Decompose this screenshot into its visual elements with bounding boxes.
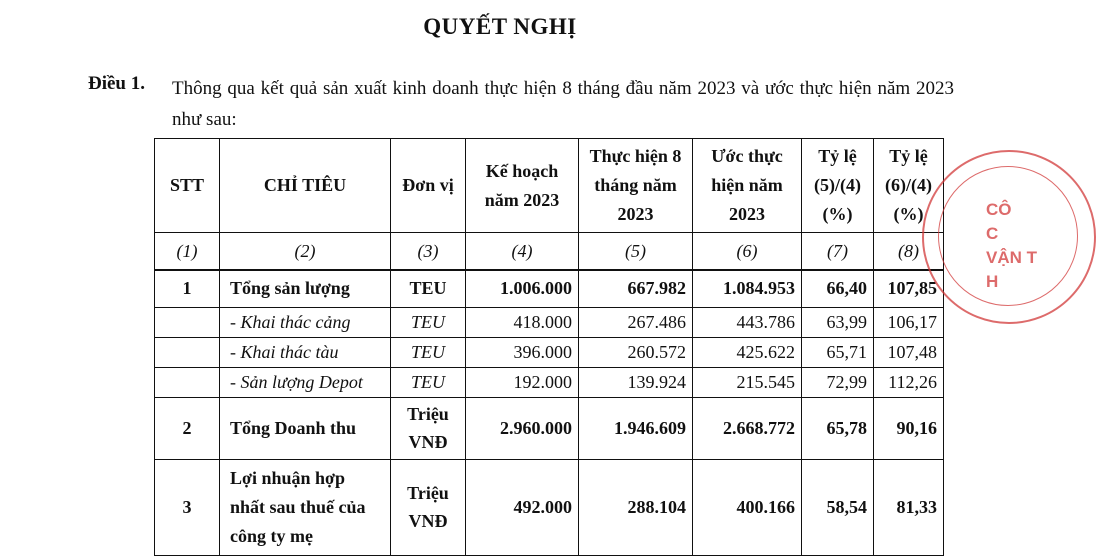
col-number: (8) [874, 233, 944, 271]
cell-ratio-1: 65,71 [802, 337, 874, 367]
cell-unit: Triệu VNĐ [391, 459, 466, 555]
seal-line: H [986, 272, 999, 291]
cell-plan: 418.000 [466, 307, 579, 337]
cell-ratio-2: 106,17 [874, 307, 944, 337]
cell-plan: 396.000 [466, 337, 579, 367]
cell-stt: 2 [155, 397, 220, 459]
header-uoc-thuc-hien: Ước thực hiện năm 2023 [693, 139, 802, 233]
cell-name: Tổng Doanh thu [220, 397, 391, 459]
column-number-row [155, 233, 944, 271]
col-number: (2) [220, 233, 391, 271]
seal-line: VẬN T [986, 248, 1037, 267]
cell-plan: 492.000 [466, 459, 579, 555]
cell-ratio-2: 90,16 [874, 397, 944, 459]
cell-actual: 260.572 [579, 337, 693, 367]
table-row [155, 337, 944, 367]
cell-name: - Sản lượng Depot [220, 367, 391, 397]
cell-plan: 2.960.000 [466, 397, 579, 459]
col-number: (3) [391, 233, 466, 271]
header-stt: STT [155, 139, 220, 233]
cell-unit: TEU [391, 337, 466, 367]
header-don-vi: Đơn vị [391, 139, 466, 233]
cell-estimate: 215.545 [693, 367, 802, 397]
cell-unit: TEU [391, 367, 466, 397]
article-text: Thông qua kết quả sản xuất kinh doanh thực hiện 8 tháng đầu năm 2023 và ước thực hiện năm 2023 như sau: [172, 78, 954, 130]
cell-estimate: 443.786 [693, 307, 802, 337]
header-ke-hoach: Kế hoạch năm 2023 [466, 139, 579, 233]
company-seal-stamp [922, 150, 1096, 324]
results-table [154, 138, 944, 556]
cell-name: - Khai thác cảng [220, 307, 391, 337]
cell-actual: 288.104 [579, 459, 693, 555]
cell-unit: Triệu VNĐ [391, 397, 466, 459]
col-number: (7) [802, 233, 874, 271]
cell-name: Tổng sản lượng [220, 270, 391, 307]
cell-plan: 192.000 [466, 367, 579, 397]
header-ty-le-6-4: Tỷ lệ (6)/(4) (%) [874, 139, 944, 233]
cell-ratio-2: 107,48 [874, 337, 944, 367]
cell-estimate: 2.668.772 [693, 397, 802, 459]
article-label: Điều 1. [88, 73, 145, 94]
header-thuc-hien: Thực hiện 8 tháng năm 2023 [579, 139, 693, 233]
cell-ratio-1: 58,54 [802, 459, 874, 555]
cell-actual: 267.486 [579, 307, 693, 337]
cell-ratio-2: 107,85 [874, 270, 944, 307]
cell-estimate: 425.622 [693, 337, 802, 367]
cell-stt [155, 337, 220, 367]
cell-ratio-1: 72,99 [802, 367, 874, 397]
seal-line: CÔ [986, 200, 1012, 219]
header-chi-tieu: CHỈ TIÊU [220, 139, 391, 233]
cell-ratio-1: 66,40 [802, 270, 874, 307]
cell-name: Lợi nhuận hợp nhất sau thuế của công ty mẹ [220, 459, 391, 555]
col-number: (5) [579, 233, 693, 271]
seal-text [986, 198, 1037, 294]
cell-actual: 139.924 [579, 367, 693, 397]
table-row [155, 459, 944, 555]
cell-name: - Khai thác tàu [220, 337, 391, 367]
cell-stt: 1 [155, 270, 220, 307]
cell-stt [155, 307, 220, 337]
table-row [155, 307, 944, 337]
col-number: (4) [466, 233, 579, 271]
seal-line: C [986, 224, 999, 243]
cell-actual: 1.946.609 [579, 397, 693, 459]
resolution-title: QUYẾT NGHỊ [423, 14, 577, 39]
table-row [155, 367, 944, 397]
table-header-row [155, 139, 944, 233]
cell-stt: 3 [155, 459, 220, 555]
cell-ratio-2: 112,26 [874, 367, 944, 397]
cell-ratio-2: 81,33 [874, 459, 944, 555]
cell-estimate: 400.166 [693, 459, 802, 555]
table-row [155, 270, 944, 307]
cell-unit: TEU [391, 307, 466, 337]
cell-ratio-1: 65,78 [802, 397, 874, 459]
cell-ratio-1: 63,99 [802, 307, 874, 337]
cell-estimate: 1.084.953 [693, 270, 802, 307]
cell-stt [155, 367, 220, 397]
header-ty-le-5-4: Tỷ lệ (5)/(4) (%) [802, 139, 874, 233]
col-number: (6) [693, 233, 802, 271]
table-row [155, 397, 944, 459]
cell-unit: TEU [391, 270, 466, 307]
cell-actual: 667.982 [579, 270, 693, 307]
cell-plan: 1.006.000 [466, 270, 579, 307]
col-number: (1) [155, 233, 220, 271]
